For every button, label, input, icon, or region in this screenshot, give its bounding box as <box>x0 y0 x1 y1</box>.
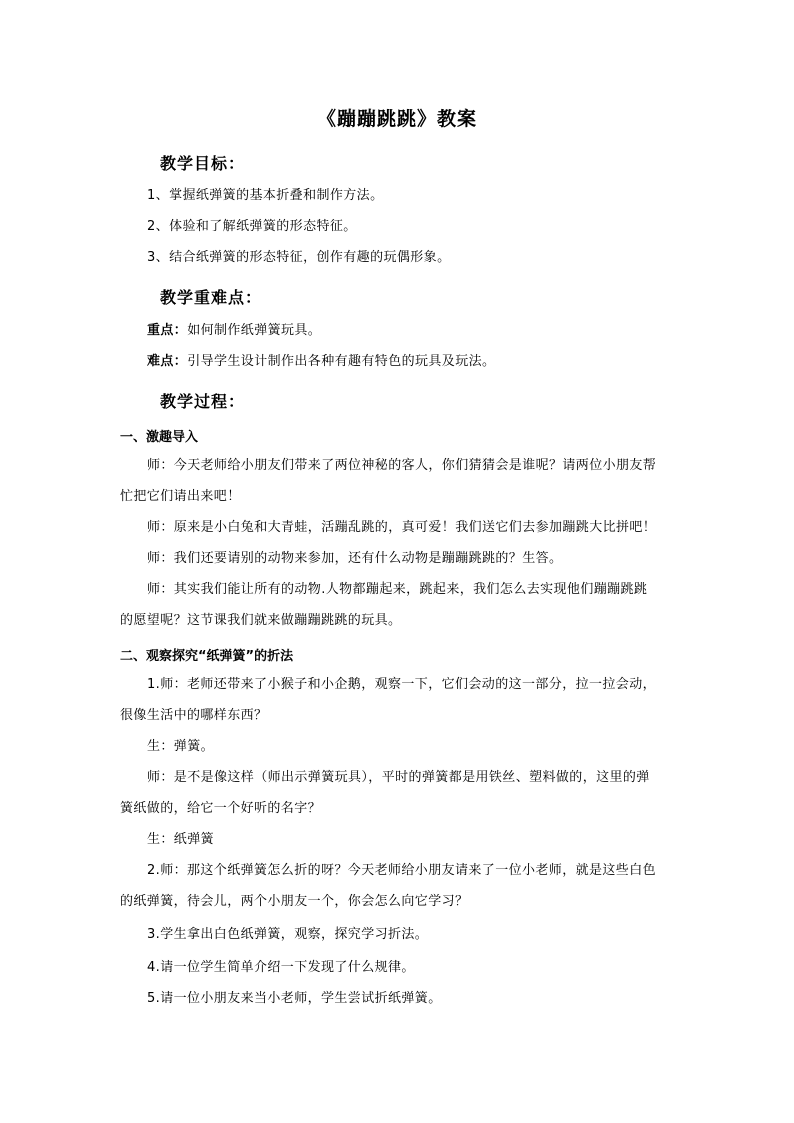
paragraph-line: 师：我们还要请别的动物来参加，还有什么动物是蹦蹦跳跳的？生答。 <box>147 551 563 566</box>
section-heading-keypoints: 教学重难点： <box>160 288 263 307</box>
goal-item: 1、掌握纸弹簧的基本折叠和制作方法。 <box>147 188 384 203</box>
goal-item: 3、结合纸弹簧的形态特征，创作有趣的玩偶形象。 <box>147 250 451 265</box>
paragraph-line: 很像生活中的哪样东西？ <box>120 708 268 723</box>
paragraph-line: 5.请一位小朋友来当小老师，学生尝试折纸弹簧。 <box>147 991 442 1006</box>
subsection-title: 一、激趣导入 <box>120 430 199 445</box>
paragraph-line: 2.师：那这个纸弹簧怎么折的呀？今天老师给小朋友请来了一位小老师，就是这些白色 <box>147 863 657 878</box>
paragraph-line: 师：其实我们能让所有的动物.人物都蹦起来，跳起来，我们怎么去实现他们蹦蹦跳跳 <box>147 582 648 597</box>
subsection-title: 二、观察探究“纸弹簧”的折法 <box>120 649 294 664</box>
paragraph-line: 师：是不是像这样（师出示弹簧玩具），平时的弹簧都是用铁丝、塑料做的，这里的弹 <box>147 770 650 785</box>
key-point-line <box>147 322 321 340</box>
paragraph-line: 3.学生拿出白色纸弹簧，观察，探究学习折法。 <box>147 927 429 942</box>
paragraph-line: 生：纸弹簧 <box>147 832 215 847</box>
section-heading-goals: 教学目标： <box>160 154 246 173</box>
difficult-point-text: 引导学生设计制作出各种有趣有特色的玩具及玩法。 <box>187 354 496 369</box>
paragraph-line: 师：原来是小白兔和大青蛙，活蹦乱跳的，真可爱！我们送它们去参加蹦跳大比拼吧！ <box>147 520 657 535</box>
goal-item: 2、体验和了解纸弹簧的形态特征。 <box>147 219 357 234</box>
paragraph-line: 忙把它们请出来吧！ <box>120 489 241 504</box>
paragraph-line: 4.请一位学生简单介绍一下发现了什么规律。 <box>147 960 415 975</box>
key-point-label: 重点： <box>147 323 188 338</box>
section-heading-process: 教学过程： <box>160 392 246 411</box>
paragraph-line: 师：今天老师给小朋友们带来了两位神秘的客人，你们猜猜会是谁呢？请两位小朋友帮 <box>147 458 657 473</box>
key-point-text: 如何制作纸弹簧玩具。 <box>187 323 322 338</box>
document-title: 《蹦蹦跳跳》教案 <box>316 108 477 130</box>
paragraph-line: 1.师：老师还带来了小猴子和小企鹅，观察一下，它们会动的这一部分，拉一拉会动， <box>147 677 657 692</box>
paragraph-line: 的愿望呢？这节课我们就来做蹦蹦跳跳的玩具。 <box>120 613 402 628</box>
paragraph-line: 簧纸做的，给它一个好听的名字？ <box>120 801 322 816</box>
paragraph-line: 生：弹簧。 <box>147 739 215 754</box>
difficult-point-label: 难点： <box>147 354 188 369</box>
difficult-point-line <box>147 353 495 371</box>
paragraph-line: 的纸弹簧，待会儿，两个小朋友一个，你会怎么向它学习？ <box>120 894 469 909</box>
